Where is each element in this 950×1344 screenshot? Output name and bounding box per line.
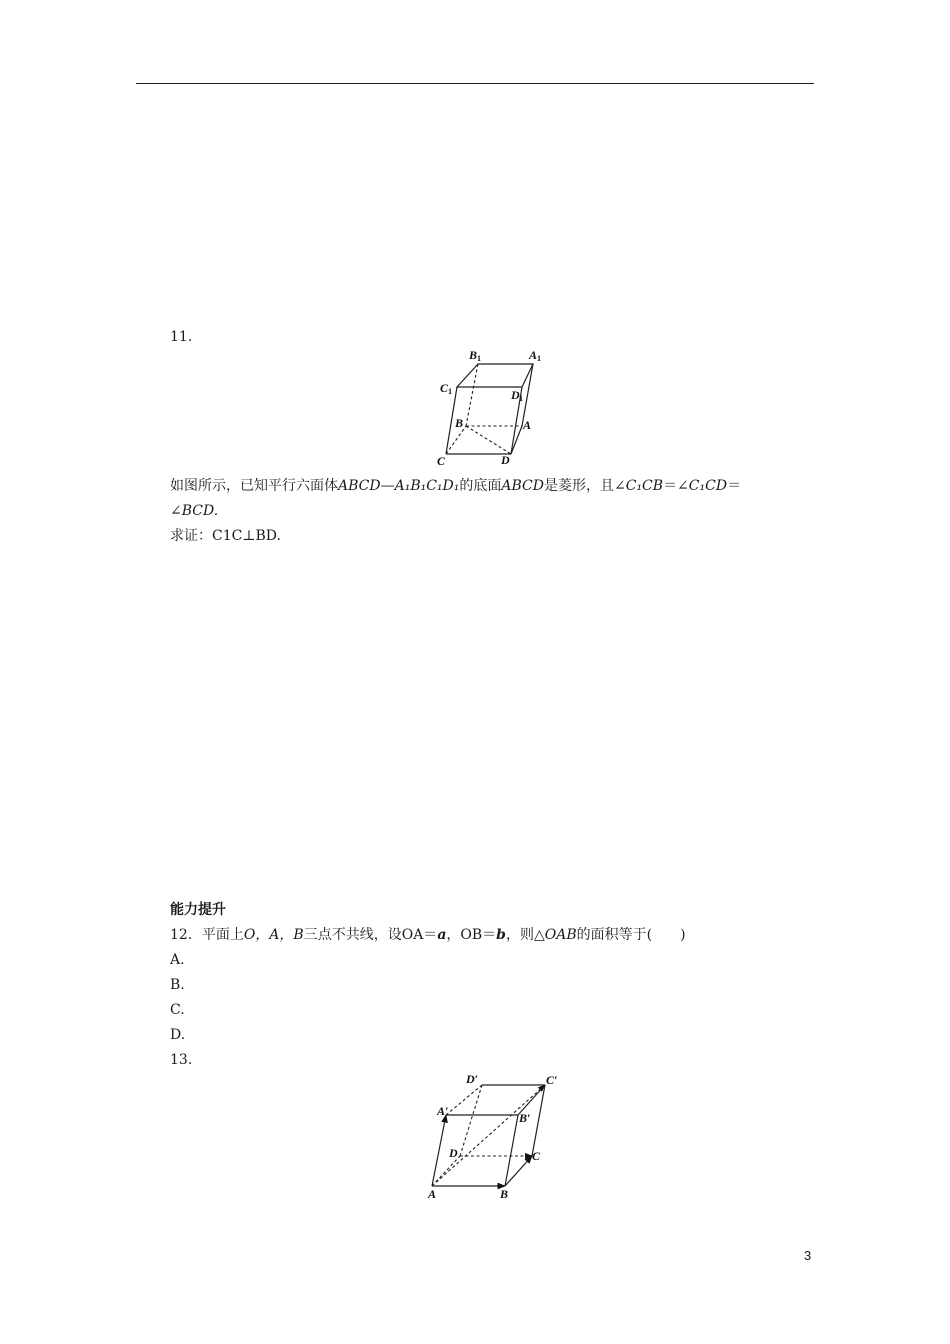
q12-end: 的面积等于( ) — [576, 927, 686, 943]
q12-mid3: ，则△ — [505, 927, 545, 943]
section-title: 能力提升 — [170, 902, 226, 918]
q12-points: O，A，B — [243, 927, 304, 943]
label-B1-sub: 1 — [477, 354, 481, 363]
q13-parallelepiped-figure — [420, 1070, 580, 1202]
label-D1-sub: 1 — [519, 394, 523, 403]
page-number: 3 — [804, 1248, 812, 1263]
q12-pre: 12．平面上 — [170, 927, 244, 943]
q11-line1-eq: ＝∠ — [663, 478, 689, 494]
q12-option-c: C. — [170, 1002, 185, 1018]
q12-vector-b: b — [496, 927, 506, 943]
q12-mid2: ，OB＝ — [446, 927, 497, 943]
label-D: D — [501, 453, 510, 467]
q11-prove-line: 求证：C1C⊥BD. — [170, 528, 281, 544]
label-D1: D — [511, 388, 520, 402]
q12-vector-a: a — [437, 927, 447, 943]
q12-triangle: OAB — [544, 927, 577, 943]
q12-option-b: B. — [170, 977, 185, 993]
label-A1-sub: 1 — [537, 354, 541, 363]
q11-statement-line1 — [170, 476, 741, 496]
label-A: A — [523, 418, 532, 432]
label-B1: B — [469, 348, 478, 362]
q11-line1-mid: 的底面 — [459, 478, 502, 494]
q11-angle1: C₁CB — [625, 478, 664, 494]
q12-option-d: D. — [170, 1027, 186, 1043]
q12-mid: 三点不共线，设OA＝ — [303, 927, 438, 943]
label-C: C — [437, 454, 446, 468]
label-D-prime: D′ — [466, 1072, 479, 1086]
q11-line1-pre: 如图所示，已知平行六面体 — [170, 478, 338, 494]
label-A-prime: A′ — [437, 1104, 449, 1118]
q11-parallelepiped-figure — [430, 346, 550, 470]
q11-line1-end: ＝ — [727, 478, 742, 494]
label-C-prime: C′ — [546, 1073, 558, 1087]
label-C1-sub: 1 — [448, 387, 452, 396]
q11-line1-mid2: 是菱形，且∠ — [544, 478, 626, 494]
label-A1: A — [529, 348, 538, 362]
q11-statement-line2: ∠BCD. — [170, 503, 219, 519]
label-C1: C — [440, 381, 449, 395]
q11-base-name: ABCD — [501, 478, 544, 494]
label-C: C — [532, 1149, 541, 1163]
q12-statement — [170, 925, 686, 945]
q12-option-a: A. — [170, 952, 185, 968]
label-A: A — [428, 1187, 437, 1201]
header-rule — [136, 83, 814, 84]
label-D: D — [449, 1146, 458, 1160]
q11-solid-name: ABCD—A₁B₁C₁D₁ — [338, 478, 460, 494]
label-B-prime: B′ — [519, 1111, 531, 1125]
label-B: B — [500, 1187, 509, 1201]
q11-angle2: C₁CD — [688, 478, 728, 494]
label-B: B — [455, 416, 464, 430]
q13-number: 13. — [170, 1052, 193, 1068]
q11-number: 11. — [170, 329, 193, 345]
